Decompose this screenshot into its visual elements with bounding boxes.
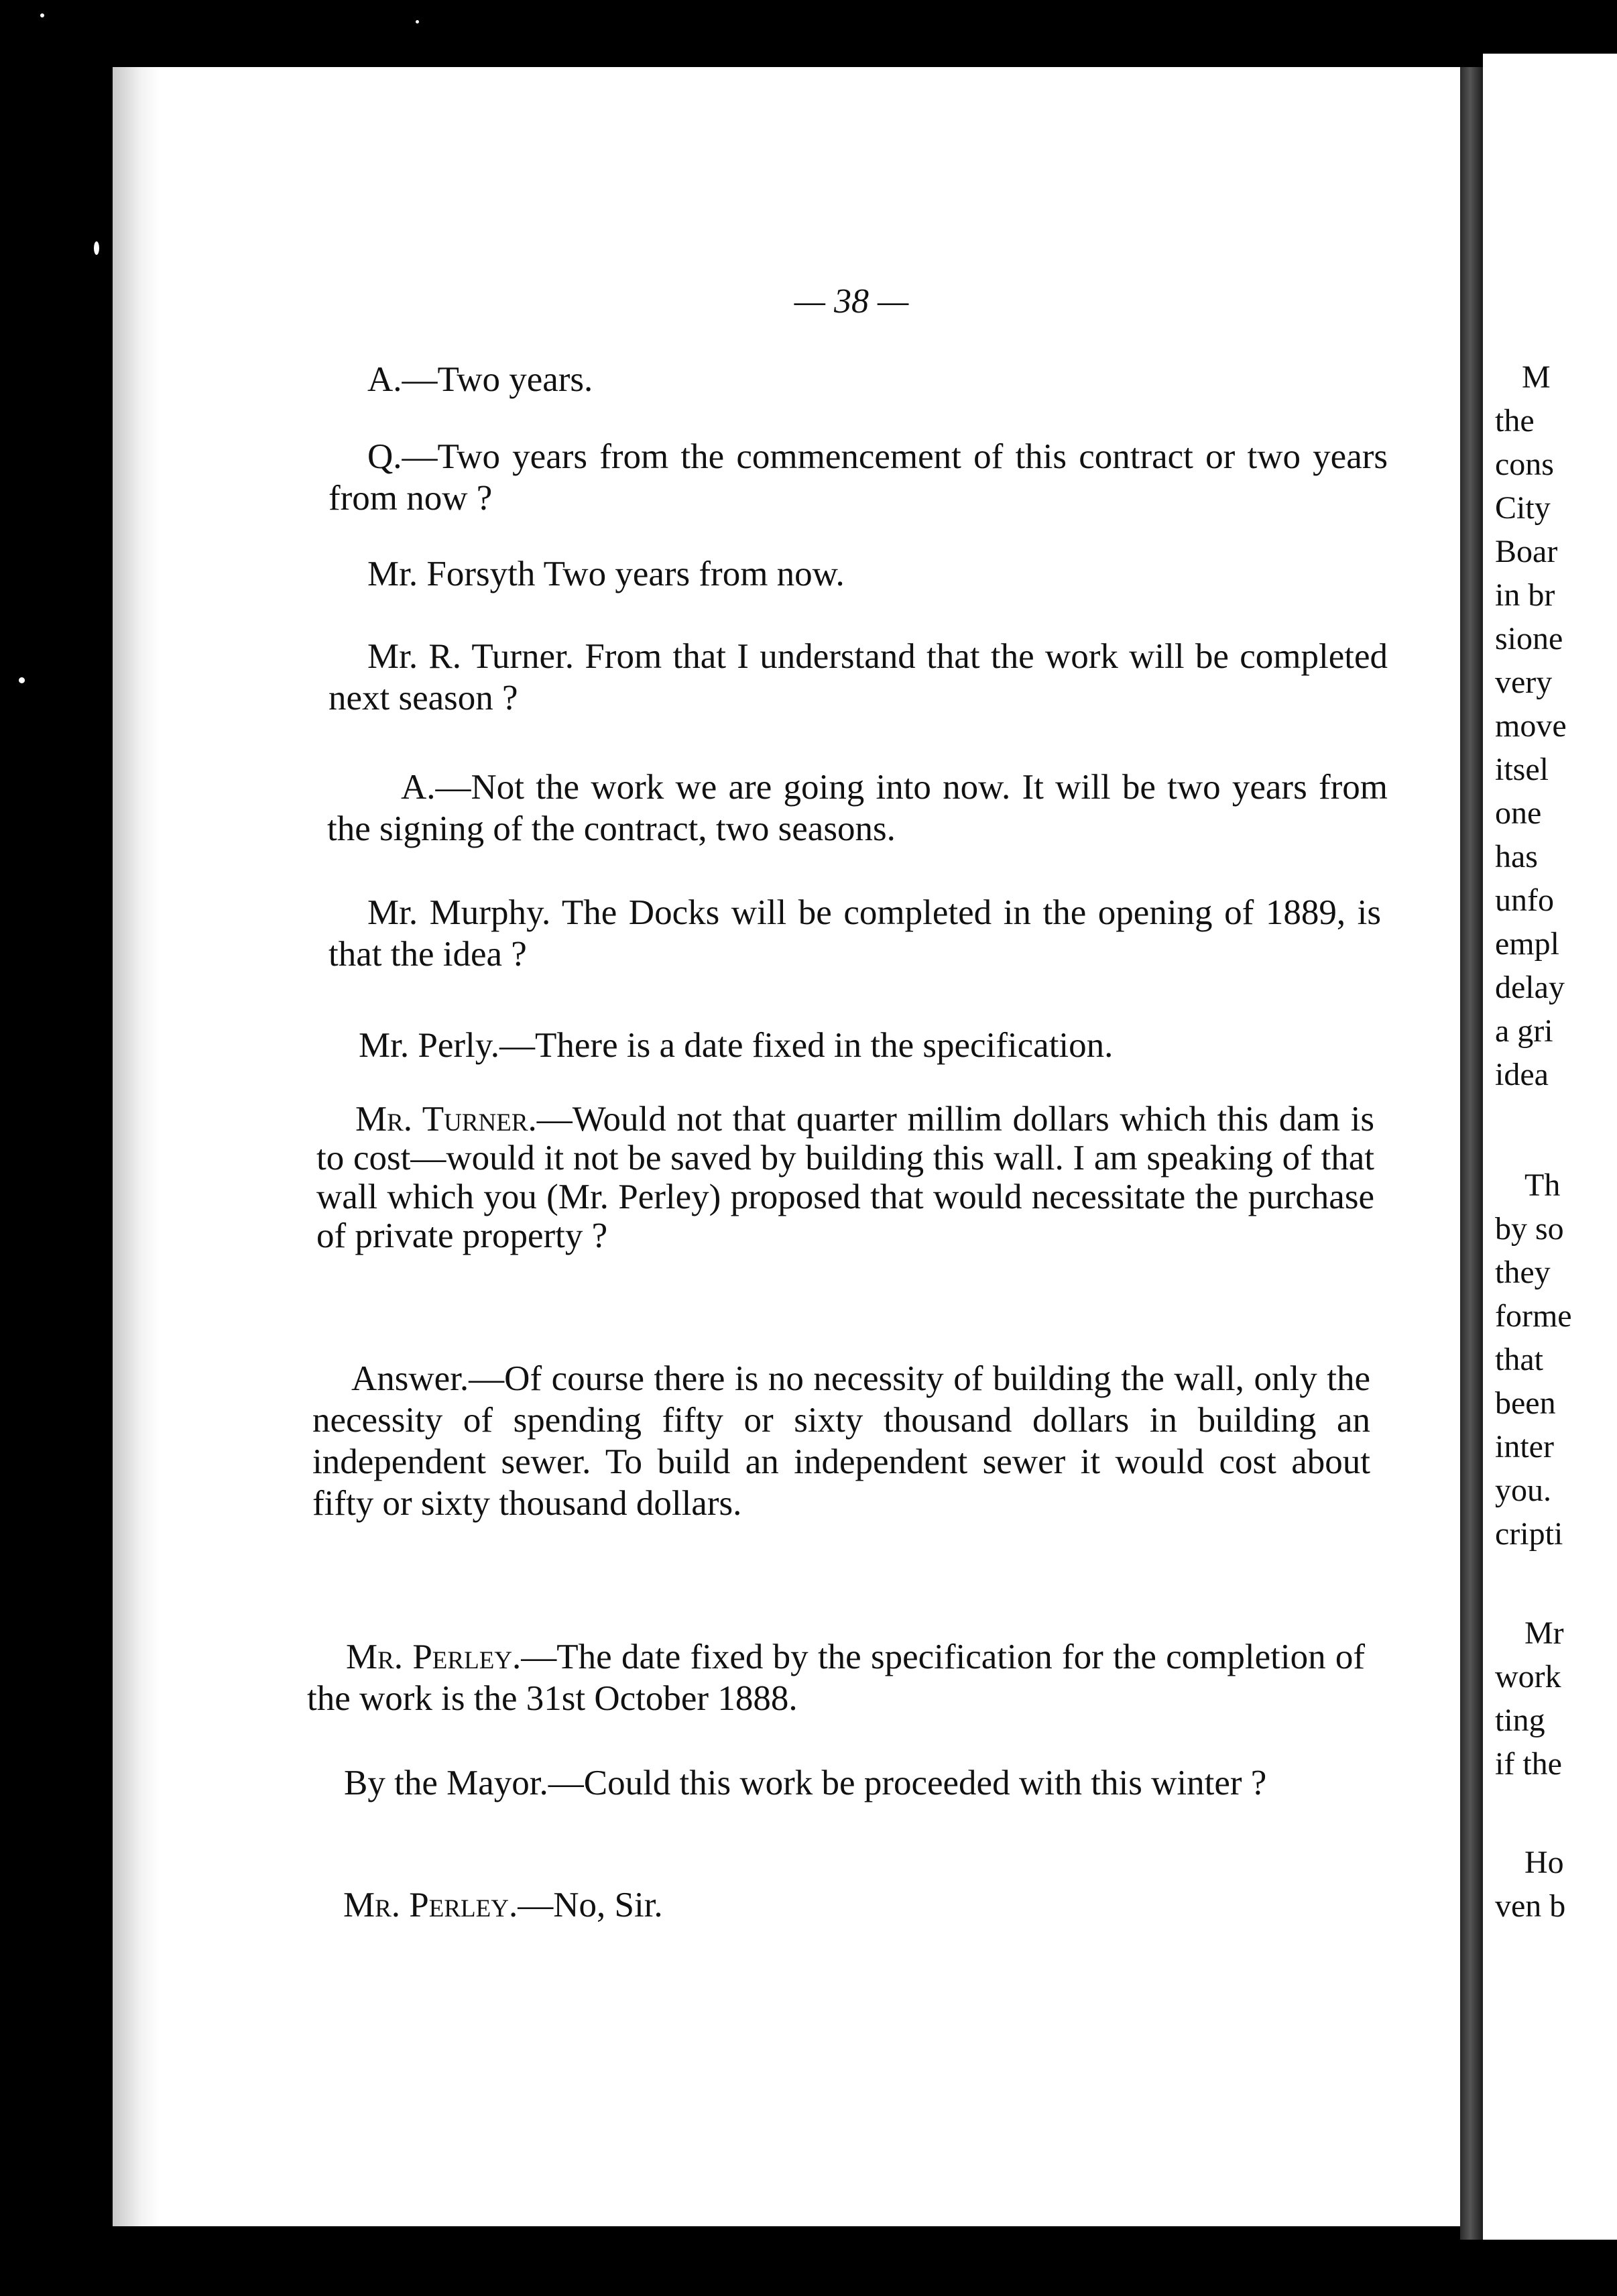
- paragraph-11: [305, 1762, 1363, 1804]
- paragraph-text: —No, Sir.: [518, 1886, 663, 1925]
- speaker-name: Mr. Perley.: [343, 1886, 518, 1925]
- gutter-shadow: [113, 67, 160, 2226]
- paragraph-10: [307, 1636, 1365, 1719]
- fragment-line: ven b: [1495, 1888, 1566, 1924]
- paragraph-5: [327, 766, 1388, 850]
- scan-speck: [40, 13, 44, 17]
- paragraph-2: [328, 436, 1388, 519]
- fragment-line: by so: [1495, 1211, 1564, 1247]
- fragment-line: inter: [1495, 1429, 1554, 1465]
- fragment-line: if the: [1495, 1746, 1562, 1782]
- fragment-line: the: [1495, 403, 1535, 439]
- fragment-line: move: [1495, 708, 1567, 744]
- paragraph-6: [328, 892, 1381, 975]
- fragment-line: cons: [1495, 447, 1554, 482]
- paragraph-text: Mr. Murphy. The Docks will be completed in the opening of 1889, is that the idea ?: [328, 893, 1381, 974]
- paragraph-3: [367, 553, 1427, 595]
- paragraph-text: —Would not that quarter millim dollars which this dam is to cost—would it not be saved by building this wall. I am speaking of that wall which you (Mr. Perley) proposed that would necessitate the purchase of private property ?: [316, 1100, 1374, 1255]
- fragment-line: work: [1495, 1659, 1561, 1695]
- fragment-line: very: [1495, 665, 1553, 700]
- right-page-fragment: [1483, 54, 1617, 2240]
- page-divider: [1460, 67, 1483, 2240]
- fragment-line: you.: [1495, 1473, 1551, 1508]
- paragraph-text: Answer.—Of course there is no necessity of building the wall, only the necessity of spending fifty or sixty thousand dollars in building an independent sewer. To build an independent sewer it would cost about fifty or sixty thousand dollars.: [312, 1359, 1370, 1523]
- paragraph-1: [367, 359, 1427, 400]
- speaker-name: Mr. Turner.: [355, 1100, 537, 1139]
- fragment-line: ting: [1495, 1703, 1545, 1738]
- fragment-line: been: [1495, 1385, 1556, 1421]
- paragraph-8: [316, 1100, 1374, 1255]
- paragraph-7: [359, 1025, 1418, 1066]
- paragraph-9: [312, 1358, 1370, 1524]
- paragraph-text: A.—Not the work we are going into now. It will be two years from the signing of the contract, two seasons.: [327, 768, 1388, 848]
- fragment-line: one: [1495, 795, 1542, 831]
- paragraph-text: By the Mayor.—Could this work be proceeded with this winter ?: [344, 1764, 1267, 1802]
- paragraph-text: Mr. R. Turner. From that I understand that the work will be completed next season ?: [328, 637, 1388, 718]
- paragraph-text: Mr. Forsyth Two years from now.: [367, 555, 845, 593]
- fragment-line: idea: [1495, 1057, 1549, 1092]
- scan-speck: [19, 677, 25, 683]
- paragraph-4: [328, 636, 1388, 719]
- fragment-line: cripti: [1495, 1516, 1563, 1552]
- paragraph-text: A.—Two years.: [367, 360, 593, 399]
- paragraph-text: —The date fixed by the specification for the completion of the work is the 31st October 1888.: [307, 1638, 1365, 1718]
- paragraph-12: [343, 1884, 1402, 1926]
- fragment-line: Ho: [1524, 1845, 1564, 1880]
- fragment-line: delay: [1495, 970, 1565, 1005]
- fragment-line: Mr: [1524, 1615, 1564, 1651]
- scan-speck: [416, 20, 419, 23]
- fragment-line: M: [1522, 359, 1551, 395]
- fragment-line: itsel: [1495, 752, 1549, 787]
- paragraph-text: Mr. Perly.—There is a date fixed in the specification.: [359, 1026, 1114, 1065]
- fragment-line: Th: [1524, 1167, 1561, 1203]
- fragment-line: has: [1495, 839, 1538, 874]
- fragment-line: a gri: [1495, 1013, 1553, 1049]
- fragment-line: in br: [1495, 577, 1555, 613]
- paragraph-text: Q.—Two years from the commencement of this contract or two years from now ?: [328, 437, 1388, 518]
- fragment-line: they: [1495, 1255, 1551, 1290]
- speaker-name: Mr. Perley.: [346, 1638, 522, 1676]
- page-number: — 38 —: [794, 282, 909, 321]
- fragment-line: unfo: [1495, 882, 1554, 918]
- fragment-line: empl: [1495, 926, 1559, 962]
- scan-speck: [94, 241, 99, 255]
- fragment-line: that: [1495, 1342, 1543, 1377]
- fragment-line: City: [1495, 490, 1551, 526]
- fragment-line: Boar: [1495, 534, 1558, 569]
- fragment-line: forme: [1495, 1298, 1572, 1334]
- fragment-line: sione: [1495, 621, 1563, 656]
